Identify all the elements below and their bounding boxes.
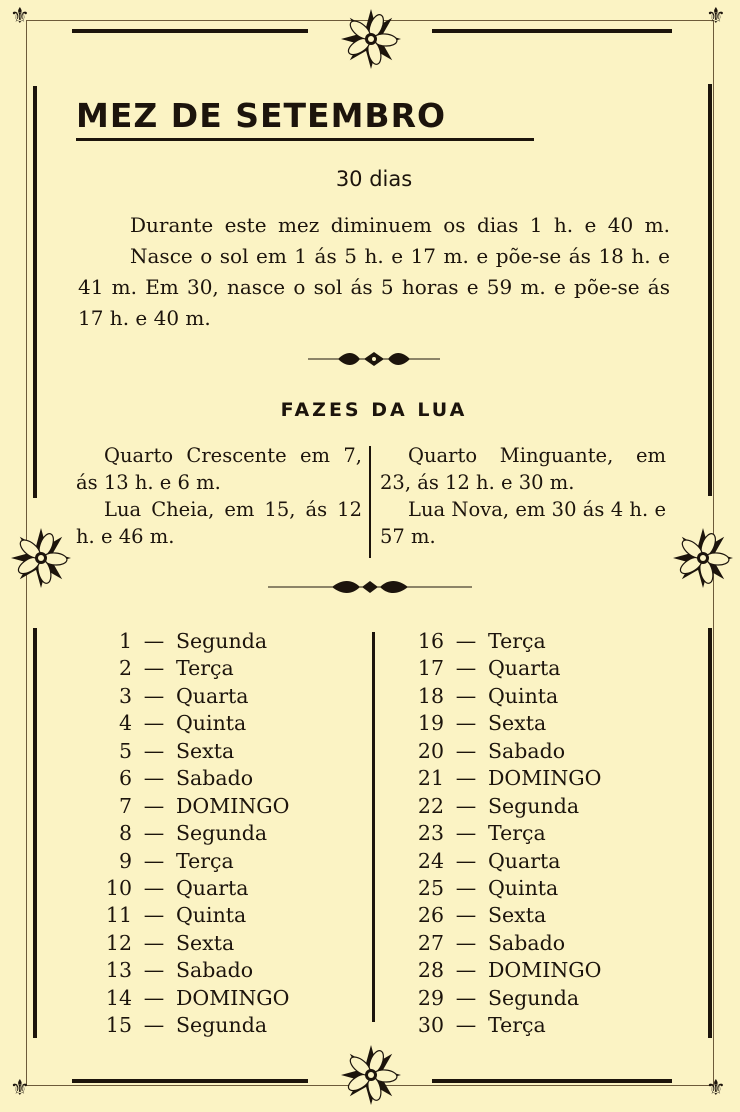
day-number: 11	[105, 903, 132, 928]
bottom-flower-ornament-icon	[338, 1042, 404, 1108]
day-number: 12	[105, 930, 132, 955]
day-number: 8	[118, 821, 132, 846]
page-title: MEZ DE SETEMBRO	[76, 96, 447, 135]
upper-scroll-divider-icon	[308, 350, 440, 368]
top-right-rule	[432, 29, 672, 33]
day-number: 6	[118, 766, 132, 791]
day-separator: —	[455, 985, 477, 1010]
bottom-left-rule	[72, 1079, 308, 1083]
day-number: 10	[105, 875, 132, 900]
title-underline	[76, 138, 534, 141]
day-separator: —	[455, 793, 477, 818]
weekday-name: Sabado	[176, 766, 254, 791]
intro-paragraph	[78, 210, 670, 334]
day-number: 9	[118, 848, 132, 873]
day-separator: —	[143, 683, 165, 708]
day-separator: —	[143, 958, 165, 983]
day-separator: —	[455, 821, 477, 846]
weekday-name: Terça	[176, 848, 234, 873]
day-number: 25	[417, 875, 444, 900]
weekday-name: Quinta	[488, 875, 559, 900]
days-count: 30 dias	[335, 167, 413, 191]
calendar-day-row	[408, 848, 601, 875]
calendar-day-row	[408, 628, 601, 655]
weekday-name: Quarta	[176, 875, 249, 900]
top-left-fleur-de-lis-icon: ⚜	[10, 4, 30, 29]
moon-phase-entry	[76, 496, 362, 550]
moon-phase-text: Lua Nova, em 30 ás 4 h. e 57 m.	[380, 498, 666, 548]
calendar-left-column	[96, 628, 289, 1040]
calendar-day-row	[96, 985, 289, 1012]
intro-line: Durante este mez diminuem os dias 1 h. e 40 m.	[130, 213, 670, 237]
day-separator: —	[455, 738, 477, 763]
day-separator: —	[143, 1013, 165, 1038]
day-number: 4	[118, 711, 132, 736]
day-number: 28	[417, 958, 444, 983]
calendar-day-row	[96, 793, 289, 820]
calendar-day-row	[408, 738, 601, 765]
calendar-day-row	[96, 848, 289, 875]
calendar-day-row	[408, 820, 601, 847]
day-separator: —	[455, 848, 477, 873]
day-number: 7	[118, 793, 132, 818]
day-number: 5	[118, 738, 132, 763]
day-number: 24	[417, 848, 444, 873]
calendar-day-row	[96, 655, 289, 682]
moon-phases-right-column	[380, 442, 666, 550]
weekday-name: Sexta	[488, 711, 547, 736]
calendar-day-row	[96, 628, 289, 655]
lower-scroll-divider-icon	[268, 578, 472, 596]
right-rule-upper	[708, 84, 712, 496]
day-number: 13	[105, 958, 132, 983]
weekday-name: DOMINGO	[488, 766, 602, 791]
weekday-name: Segunda	[176, 629, 268, 653]
intro-line: Nasce o sol em 1 ás 5 h. e 17 m. e põe-se ás 18	[130, 244, 624, 268]
calendar-day-row	[96, 957, 289, 984]
bottom-left-fleur-de-lis-icon: ⚜	[10, 1076, 30, 1101]
day-separator: —	[455, 656, 477, 681]
calendar-day-row	[96, 738, 289, 765]
weekday-name: Sexta	[176, 930, 235, 955]
day-number: 22	[417, 793, 444, 818]
day-separator: —	[455, 629, 477, 653]
weekday-name: Terça	[488, 1013, 546, 1038]
day-number: 1	[118, 629, 132, 653]
weekday-name: Terça	[488, 821, 546, 846]
left-flower-ornament-icon	[8, 525, 74, 591]
calendar-column-divider	[372, 632, 375, 1022]
weekday-name: Sabado	[488, 930, 566, 955]
calendar-day-row	[96, 1012, 289, 1039]
day-separator: —	[143, 985, 165, 1010]
moon-phase-text: Lua Cheia, em 15, ás 12 h. e 46 m.	[76, 498, 362, 548]
day-number: 30	[417, 1013, 444, 1038]
day-number: 15	[105, 1013, 132, 1038]
weekday-name: Segunda	[176, 1013, 268, 1038]
top-flower-ornament-icon	[338, 6, 404, 72]
day-separator: —	[143, 656, 165, 681]
intro-line: põe-se ás 17 h. e 40 m.	[78, 275, 670, 330]
weekday-name: Segunda	[176, 821, 268, 846]
weekday-name: Segunda	[488, 793, 580, 818]
day-number: 27	[417, 930, 444, 955]
day-separator: —	[455, 766, 477, 791]
calendar-day-row	[408, 957, 601, 984]
top-left-rule	[72, 29, 308, 33]
calendar-day-row	[408, 793, 601, 820]
day-number: 29	[417, 985, 444, 1010]
day-separator: —	[143, 738, 165, 763]
calendar-day-row	[96, 710, 289, 737]
calendar-day-row	[96, 765, 289, 792]
weekday-name: Terça	[488, 629, 546, 653]
day-number: 26	[417, 903, 444, 928]
weekday-name: Sabado	[488, 738, 566, 763]
calendar-day-row	[408, 902, 601, 929]
calendar-right-column	[408, 628, 601, 1040]
calendar-day-row	[408, 655, 601, 682]
day-separator: —	[143, 875, 165, 900]
day-number: 20	[417, 738, 444, 763]
moon-phase-entry	[380, 496, 666, 550]
calendar-day-row	[408, 765, 601, 792]
weekday-name: DOMINGO	[488, 958, 602, 983]
day-separator: —	[455, 711, 477, 736]
right-flower-ornament-icon	[670, 525, 736, 591]
weekday-name: Quinta	[488, 683, 559, 708]
day-number: 2	[118, 656, 132, 681]
day-number: 19	[417, 711, 444, 736]
moon-phase-text: Quarto Crescente em 7, ás 13 h. e 6 m.	[76, 444, 362, 494]
weekday-name: Quinta	[176, 711, 247, 736]
day-separator: —	[455, 683, 477, 708]
day-separator: —	[455, 958, 477, 983]
day-number: 23	[417, 821, 444, 846]
right-rule-lower	[708, 628, 712, 1038]
moon-phases-heading: FAZES DA LUA	[280, 399, 468, 421]
day-number: 3	[118, 683, 132, 708]
day-number: 14	[105, 985, 132, 1010]
moon-phase-entry	[380, 442, 666, 496]
day-separator: —	[143, 711, 165, 736]
intro-line: h. e 41 m. Em 30, nasce o sol ás 5 horas e 59 m. e	[78, 244, 671, 299]
day-separator: —	[143, 793, 165, 818]
weekday-name: Sexta	[488, 903, 547, 928]
calendar-day-row	[96, 875, 289, 902]
day-number: 18	[417, 683, 444, 708]
bottom-right-rule	[432, 1079, 672, 1083]
day-separator: —	[143, 848, 165, 873]
day-number: 21	[417, 766, 444, 791]
left-rule-upper	[33, 86, 37, 498]
calendar-day-row	[96, 820, 289, 847]
day-separator: —	[143, 821, 165, 846]
day-number: 16	[417, 629, 444, 653]
moon-phases-left-column	[76, 442, 362, 550]
left-rule-lower	[33, 628, 37, 1038]
day-separator: —	[143, 629, 165, 653]
calendar-day-row	[96, 902, 289, 929]
day-separator: —	[455, 1013, 477, 1038]
calendar-day-row	[408, 683, 601, 710]
moon-phase-entry	[76, 442, 362, 496]
moon-column-divider	[369, 446, 371, 558]
calendar-day-row	[408, 1012, 601, 1039]
day-separator: —	[143, 903, 165, 928]
calendar-day-row	[408, 985, 601, 1012]
day-separator: —	[455, 930, 477, 955]
day-number: 17	[417, 656, 444, 681]
weekday-name: DOMINGO	[176, 985, 290, 1010]
top-right-fleur-de-lis-icon: ⚜	[706, 4, 726, 29]
day-separator: —	[455, 903, 477, 928]
weekday-name: Quarta	[176, 683, 249, 708]
weekday-name: Quarta	[488, 656, 561, 681]
calendar-day-row	[408, 710, 601, 737]
weekday-name: Sabado	[176, 958, 254, 983]
weekday-name: Segunda	[488, 985, 580, 1010]
weekday-name: Quarta	[488, 848, 561, 873]
bottom-right-fleur-de-lis-icon: ⚜	[706, 1076, 726, 1101]
moon-phase-text: Quarto Minguante, em 23, ás 12 h. e 30 m.	[380, 444, 666, 494]
calendar-day-row	[96, 930, 289, 957]
weekday-name: Terça	[176, 656, 234, 681]
calendar-day-row	[408, 930, 601, 957]
weekday-name: Quinta	[176, 903, 247, 928]
day-separator: —	[143, 930, 165, 955]
day-separator: —	[143, 766, 165, 791]
weekday-name: Sexta	[176, 738, 235, 763]
day-separator: —	[455, 875, 477, 900]
calendar-day-row	[96, 683, 289, 710]
calendar-day-row	[408, 875, 601, 902]
weekday-name: DOMINGO	[176, 793, 290, 818]
